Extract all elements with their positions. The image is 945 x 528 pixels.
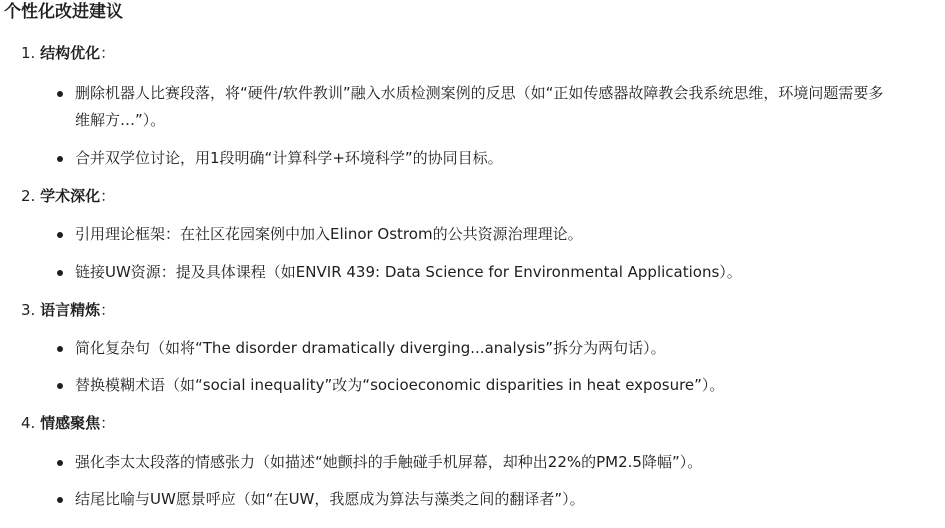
section-colon: ： <box>100 301 116 319</box>
section-number: 4. <box>21 414 36 432</box>
bullet-dot-icon <box>57 232 63 238</box>
page-heading: 个性化改进建议 <box>4 2 123 22</box>
bullet-dot-icon <box>57 270 63 276</box>
bullet-dot-icon <box>57 156 63 162</box>
list-item <box>57 335 887 362</box>
list-item-text: 强化李太太段落的情感张力（如描述“她颤抖的手触碰手机屏幕，却种出22%的PM2.5降幅”）。 <box>75 453 703 471</box>
section-3-title <box>21 299 115 321</box>
section-colon: ： <box>100 187 116 205</box>
list-item <box>57 80 887 134</box>
section-title-text: 语言精炼 <box>40 301 101 319</box>
section-number: 1. <box>21 44 36 62</box>
section-2-title <box>21 185 115 207</box>
list-item-text: 引用理论框架：在社区花园案例中加入Elinor Ostrom的公共资源治理理论。 <box>75 225 583 243</box>
bullet-dot-icon <box>57 460 63 466</box>
list-item-text: 结尾比喻与UW愿景呼应（如“在UW，我愿成为算法与藻类之间的翻译者”）。 <box>75 490 585 508</box>
list-item <box>57 486 887 513</box>
section-number: 3. <box>21 301 36 319</box>
list-item-text: 简化复杂句（如将“The disorder dramatically diverging...analysis”拆分为两句话）。 <box>75 339 666 357</box>
bullet-dot-icon <box>57 346 63 352</box>
section-number: 2. <box>21 187 36 205</box>
section-1-title <box>21 42 115 64</box>
list-item <box>57 259 887 286</box>
section-title-text: 情感聚焦 <box>40 414 101 432</box>
list-item <box>57 145 887 172</box>
section-4-title <box>21 412 115 434</box>
section-title-text: 学术深化 <box>40 187 101 205</box>
list-item <box>57 449 887 476</box>
list-item-text: 替换模糊术语（如“social inequality”改为“socioeconomic disparities in heat exposure”）。 <box>75 376 725 394</box>
list-item-text: 删除机器人比赛段落，将“硬件/软件教训”融入水质检测案例的反思（如“正如传感器故障教会我系统思维，环境问题需要多维解方…”）。 <box>75 84 884 129</box>
section-colon: ： <box>100 414 116 432</box>
bullet-dot-icon <box>57 383 63 389</box>
list-item <box>57 372 887 399</box>
bullet-dot-icon <box>57 497 63 503</box>
list-item-text: 合并双学位讨论，用1段明确“计算科学+环境科学”的协同目标。 <box>75 149 503 167</box>
bullet-dot-icon <box>57 91 63 97</box>
list-item-text: 链接UW资源：提及具体课程（如ENVIR 439: Data Science for Environmental Applications）。 <box>75 263 742 281</box>
section-colon: ： <box>100 44 116 62</box>
list-item <box>57 221 887 248</box>
section-title-text: 结构优化 <box>40 44 101 62</box>
